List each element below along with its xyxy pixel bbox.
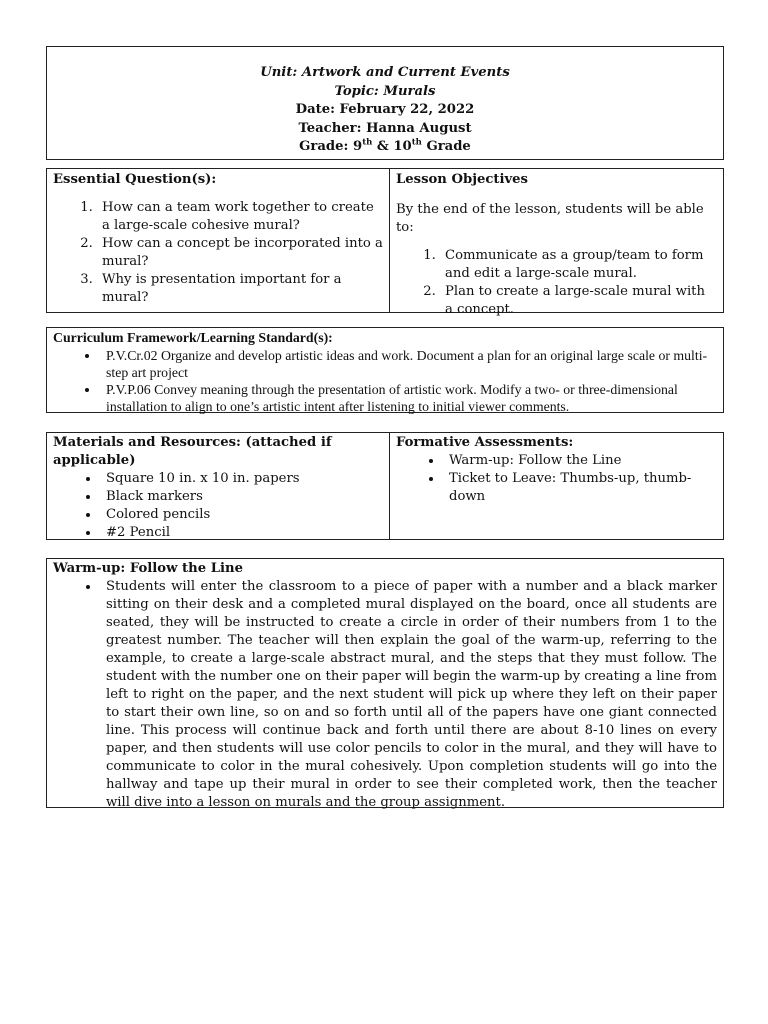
questions-objectives-table xyxy=(46,168,724,317)
warmup-description: • Students will enter the classroom to a piece of paper with a number and a black marker sitting on their desk and a completed mural displayed on the board, once all students are seated, they will be instructed to create a circle in order of their numbers from 1 to the greatest number. The teacher will then explain the goal of the warm-up, referring to the example, to create a large-scale abstract mural, and the steps that they must follow. The student with the number one on their paper will begin the warm-up by creating a line from left to right on the paper, and the next student will pick up where they left on their paper to start their own line, so on and so forth until all of the papers have one giant connected line. This process will continue back and forth until there are about 8-10 lines on every paper, and then students will use color pencils to color in the mural, and they will have to communicate to color in the mural cohesively. Upon completion students will go into the hallway and tape up their mural in order to see their completed work, then the teacher will dive into a lesson on murals and the group assignment. xyxy=(100,578,717,812)
lesson-objectives-title: Lesson Objectives xyxy=(396,172,528,187)
materials-assessments-table xyxy=(46,432,724,540)
lesson-date: Date: February 22, 2022 xyxy=(295,102,475,117)
list-item: 2. Plan to create a large-scale mural with a concept. xyxy=(440,283,717,319)
essential-questions-list xyxy=(53,199,383,307)
objectives-intro: By the end of the lesson, students will be able to: xyxy=(396,202,704,235)
formative-list xyxy=(396,452,717,506)
standards-box xyxy=(46,327,724,413)
list-item: 3. Why is presentation important for a mural? xyxy=(97,271,383,307)
grade-sup-2: th xyxy=(411,137,422,148)
list-item: • Square 10 in. x 10 in. papers xyxy=(100,470,383,488)
grade-level xyxy=(47,138,723,157)
warmup-box xyxy=(46,558,724,808)
standards-title: Curriculum Framework/Learning Standard(s): xyxy=(53,330,333,345)
list-item: • Colored pencils xyxy=(100,506,383,524)
list-item: • Black markers xyxy=(100,488,383,506)
unit-title: Unit: Artwork and Current Events xyxy=(260,65,510,80)
essential-questions-cell xyxy=(47,169,390,312)
lesson-header xyxy=(46,46,724,160)
grade-sup-1: th xyxy=(362,137,373,148)
list-item: 1. How can a team work together to create a large-scale cohesive mural? xyxy=(97,199,383,235)
objectives-list xyxy=(396,247,717,319)
warmup-list xyxy=(53,578,717,812)
list-item: • Warm-up: Follow the Line xyxy=(443,452,717,470)
lesson-objectives-cell xyxy=(390,169,723,317)
essential-questions-title: Essential Question(s): xyxy=(53,172,217,187)
warmup-title: Warm-up: Follow the Line xyxy=(53,561,243,576)
grade-prefix: Grade: 9 xyxy=(299,139,363,154)
teacher-name: Teacher: Hanna August xyxy=(298,120,472,136)
formative-title: Formative Assessments: xyxy=(396,435,574,450)
grade-mid: & 10 xyxy=(372,139,412,154)
materials-list xyxy=(53,470,383,542)
standards-list xyxy=(53,347,717,415)
list-item: 2. How can a concept be incorporated into a mural? xyxy=(97,235,383,271)
grade-suffix: Grade xyxy=(421,139,471,154)
list-item: • Ticket to Leave: Thumbs-up, thumb-down xyxy=(443,470,717,506)
materials-cell xyxy=(47,433,390,539)
list-item: • P.V.Cr.02 Organize and develop artistic ideas and work. Document a plan for an original large scale or multi-step art project xyxy=(100,347,717,381)
list-item: 1. Communicate as a group/team to form and edit a large-scale mural. xyxy=(440,247,717,283)
list-item: • P.V.P.06 Convey meaning through the presentation of artistic work. Modify a two- or three-dimensional installation to align to one’s artistic intent after listening to initial viewer comments. xyxy=(100,381,717,415)
formative-assessments-cell xyxy=(390,433,723,539)
list-item: • #2 Pencil xyxy=(100,524,383,542)
topic-title: Topic: Murals xyxy=(334,83,436,99)
materials-title: Materials and Resources: (attached if applicable) xyxy=(53,435,332,468)
